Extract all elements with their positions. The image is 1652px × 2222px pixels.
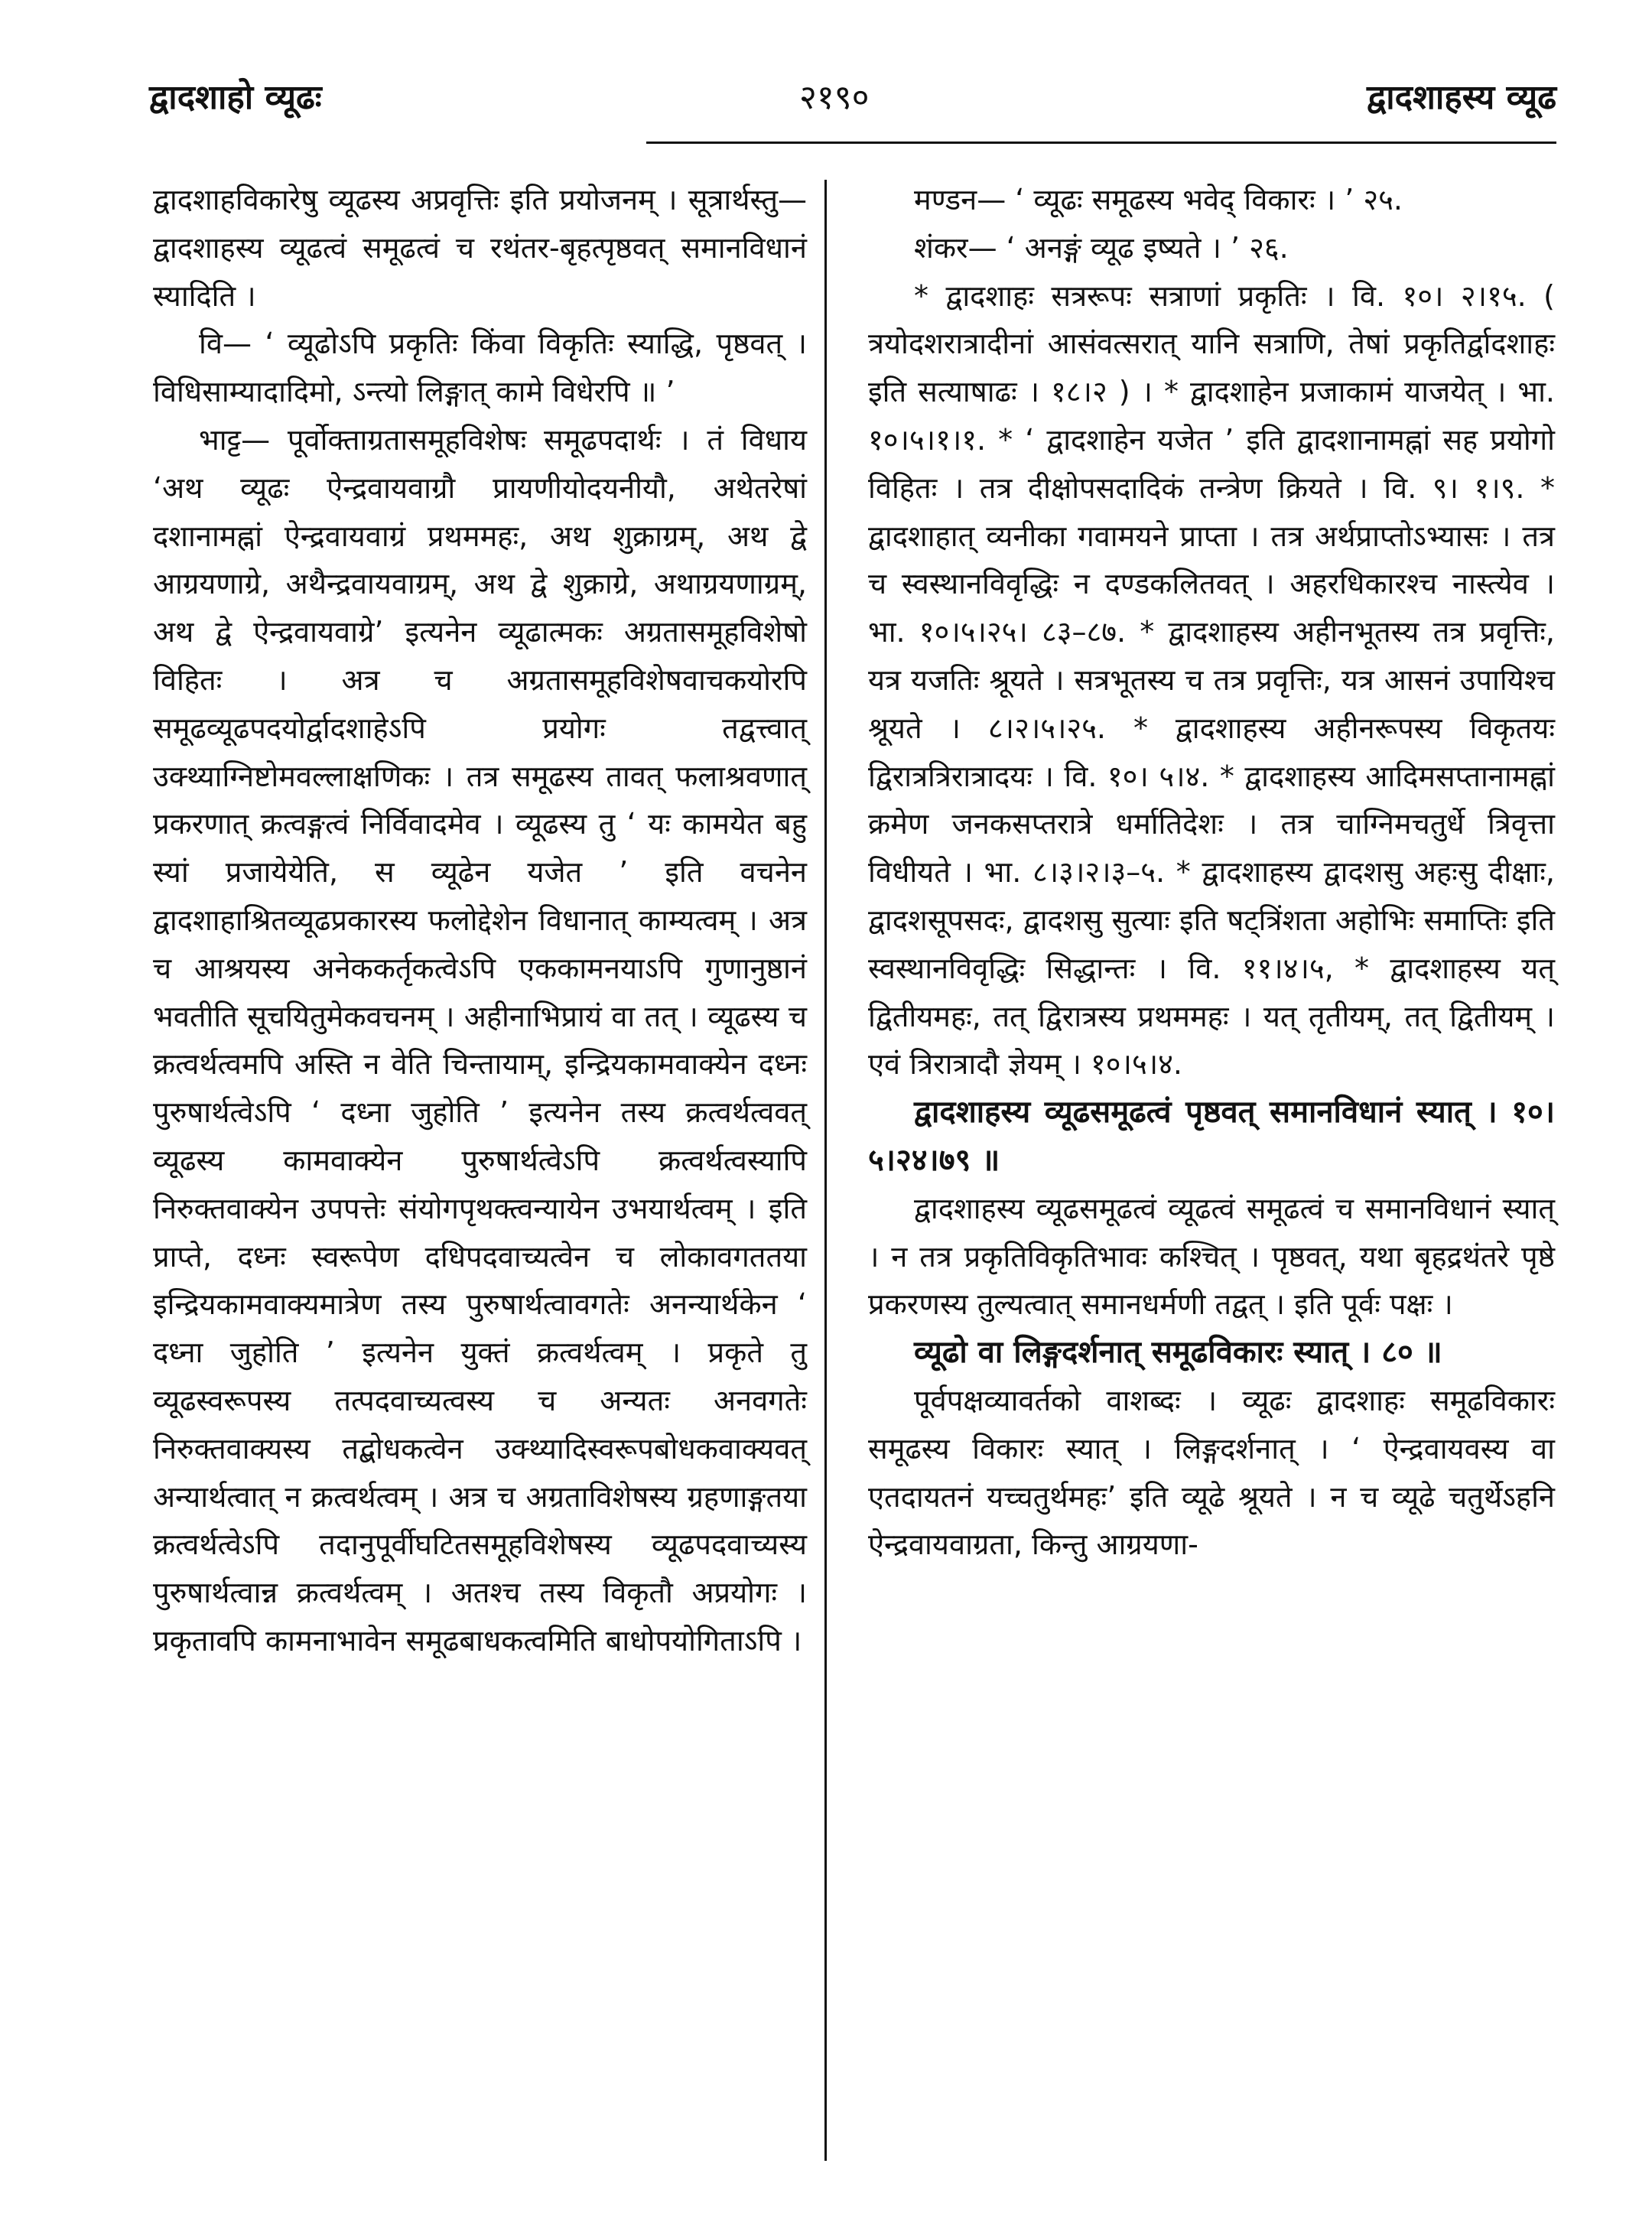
column-divider [824,180,827,2161]
paragraph: द्वादशाहविकारेषु व्यूढस्य अप्रवृत्तिः इति प्रयोजनम् । सूत्रार्थस्तु— द्वादशाहस्य व्यूढत्वं समूढत्वं च रथंतर-बृहत्पृष्ठवत् समानविधानं स्यादिति । [153,183,807,313]
paragraph: शंकर— ‘ अनङ्गं व्यूढ इष्यते । ’ २६. [914,230,1289,265]
running-header [149,73,1556,126]
left-column [153,176,807,1665]
sutra: द्वादशाहस्य व्यूढसमूढत्वं पृष्ठवत् समानविधानं स्यात् । १०।५।२४।७९ ॥ [868,1095,1555,1178]
page-number: २१९० [799,78,870,117]
paragraph: * द्वादशाहः सत्ररूपः सत्राणां प्रकृतिः । वि. १०। २।१५. ( त्रयोदशरात्रादीनां आसंवत्सरात् यानि सत्राणि, तेषां प्रकृतिर्द्वादशाहः इति सत्याषाढः । १८।२ ) । * द्वादशाहेन प्रजाकामं याजयेत् । भा. १०।५।१।१. * ‘ द्वादशाहेन यजेत ’ इति द्वादशानामह्नां सह प्रयोगो विहितः । तत्र दीक्षोपसदादिकं तन्त्रेण क्रियते । वि. ९। १।९. * द्वादशाहात् व्यनीका गवामयने प्राप्ता । तत्र अर्थप्राप्तोऽभ्यासः । तत्र च स्वस्थानविवृद्धिः न दण्डकलितवत् । अहरधिकारश्च नास्त्येव । भा. १०।५।२५। ८३–८७. * द्वादशाहस्य अहीनभूतस्य तत्र प्रवृत्तिः, यत्र यजतिः श्रूयते । सत्रभूतस्य च तत्र प्रवृत्तिः, यत्र आसनं उपायिश्च श्रूयते । ८।२।५।२५. * द्वादशाहस्य अहीनरूपस्य विकृतयः द्विरात्रत्रिरात्रादयः । वि. १०। ५।४. * द्वादशाहस्य आदिमसप्तानामह्नां क्रमेण जनकसप्तरात्रे धर्मातिदेशः । तत्र चाग्निमचतुर्धे त्रिवृत्ता विधीयते । भा. ८।३।२।३–५. * द्वादशाहस्य द्वादशसु अहःसु दीक्षाः, द्वादशसूपसदः, द्वादशसु सुत्याः इति षट्त्रिंशता अहोभिः समाप्तिः इति स्वस्थानविवृद्धिः सिद्धान्तः । वि. ११।४।५, * द्वादशाहस्य यत् द्वितीयमहः, तत् द्विरात्रस्य प्रथममहः । यत् तृतीयम्, तत् द्वितीयम् । एवं त्रिरात्रादौ ज्ञेयम् । १०।५।४. [868,278,1555,1082]
header-left-title: द्वादशाहो व्यूढः [149,78,322,117]
sutra: व्यूढो वा लिङ्गदर्शनात् समूढविकारः स्यात् । ८० ॥ [914,1335,1442,1371]
paragraph: मण्डन— ‘ व्यूढः समूढस्य भवेद् विकारः । ’ २५. [914,183,1403,216]
header-right-title: द्वादशाहस्य व्यूढ [1366,78,1556,117]
right-column [868,176,1555,1569]
paragraph: भाट्ट— पूर्वोक्ताग्रतासमूहविशेषः समूढपदार्थः । तं विधाय ‘अथ व्यूढः ऐन्द्रवायवाग्रौ प्रायणीयोदयनीयौ, अथेतरेषां दशानामह्नां ऐन्द्रवायवाग्रं प्रथममहः, अथ शुक्राग्रम्, अथ द्वे आग्रयणाग्रे, अथैन्द्रवायवाग्रम्, अथ द्वे शुक्राग्रे, अथाग्रयणाग्रम्, अथ द्वे ऐन्द्रवायवाग्रे’ इत्यनेन व्यूढात्मकः अग्रतासमूहविशेषो विहितः । अत्र च अग्रतासमूहविशेषवाचकयोरपि समूढव्यूढपदयोर्द्वादशाहेऽपि प्रयोगः तद्वत्त्वात् उक्थ्याग्निष्टोमवल्लाक्षणिकः । तत्र समूढस्य तावत् फलाश्रवणात् प्रकरणात् क्रत्वङ्गत्वं निर्विवादमेव । व्यूढस्य तु ‘ यः कामयेत बहु स्यां प्रजायेयेति, स व्यूढेन यजेत ’ इति वचनेन द्वादशाहाश्रितव्यूढप्रकारस्य फलोद्देशेन विधानात् काम्यत्वम् । अत्र च आश्रयस्य अनेककर्तृकत्वेऽपि एककामनयाऽपि गुणानुष्ठानं भवतीति सूचयितुमेकवचनम् । अहीनाभिप्रायं वा तत् । व्यूढस्य च क्रत्वर्थत्वमपि अस्ति न वेति चिन्तायाम्, इन्द्रियकामवाक्येन दध्नः पुरुषार्थत्वेऽपि ‘ दध्ना जुहोति ’ इत्यनेन तस्य क्रत्वर्थत्ववत् व्यूढस्य कामवाक्येन पुरुषार्थत्वेऽपि क्रत्वर्थत्वस्यापि निरुक्तवाक्येन उपपत्तेः संयोगपृथक्त्वन्यायेन उभयार्थत्वम् । इति प्राप्ते, दध्नः स्वरूपेण दधिपदवाच्यत्वेन च लोकावगततया इन्द्रियकामवाक्यमात्रेण तस्य पुरुषार्थत्वावगतेः अनन्यार्थकेन ‘ दध्ना जुहोति ’ इत्यनेन युक्तं क्रत्वर्थत्वम् । प्रकृते तु व्यूढस्वरूपस्य तत्पदवाच्यत्वस्य च अन्यतः अनवगतेः निरुक्तवाक्यस्य तद्बोधकत्वेन उक्थ्यादिस्वरूपबोधकवाक्यवत् अन्यार्थत्वात् न क्रत्वर्थत्वम् । अत्र च अग्रताविशेषस्य ग्रहणाङ्गतया क्रत्वर्थत्वेऽपि तदानुपूर्वीघटितसमूहविशेषस्य व्यूढपदवाच्यस्य पुरुषार्थत्वान्न क्रत्वर्थत्वम् । अतश्च तस्य विकृतौ अप्रयोगः । प्रकृतावपि कामनाभावेन समूढबाधकत्वमिति बाधोपयोगिताऽपि । [153,422,807,1658]
paragraph: पूर्वपक्षव्यावर्तको वाशब्दः । व्यूढः द्वादशाहः समूढविकारः समूढस्य विकारः स्यात् । लिङ्गदर्शनात् । ‘ ऐन्द्रवायवस्य वा एतदायतनं यच्चतुर्थमहः’ इति व्यूढे श्रूयते । न च व्यूढे चतुर्थेऽहनि ऐन्द्रवायवाग्रता, किन्तु आग्रयणा- [868,1383,1555,1562]
header-rule [646,142,1556,144]
paragraph: द्वादशाहस्य व्यूढसमूढत्वं व्यूढत्वं समूढत्वं च समानविधानं स्यात् । न तत्र प्रकृतिविकृतिभावः कश्चित् । पृष्ठवत्, यथा बृहद्रथंतरे पृष्ठे प्रकरणस्य तुल्यत्वात् समानधर्मणी तद्वत् । इति पूर्वः पक्षः । [868,1191,1555,1322]
paragraph: वि— ‘ व्यूढोऽपि प्रकृतिः किंवा विकृतिः स्याद्धि, पृष्ठवत् । विधिसाम्यादादिमो, ऽन्त्यो लिङ्गात् कामे विधेरपि ॥ ’ [153,327,807,409]
